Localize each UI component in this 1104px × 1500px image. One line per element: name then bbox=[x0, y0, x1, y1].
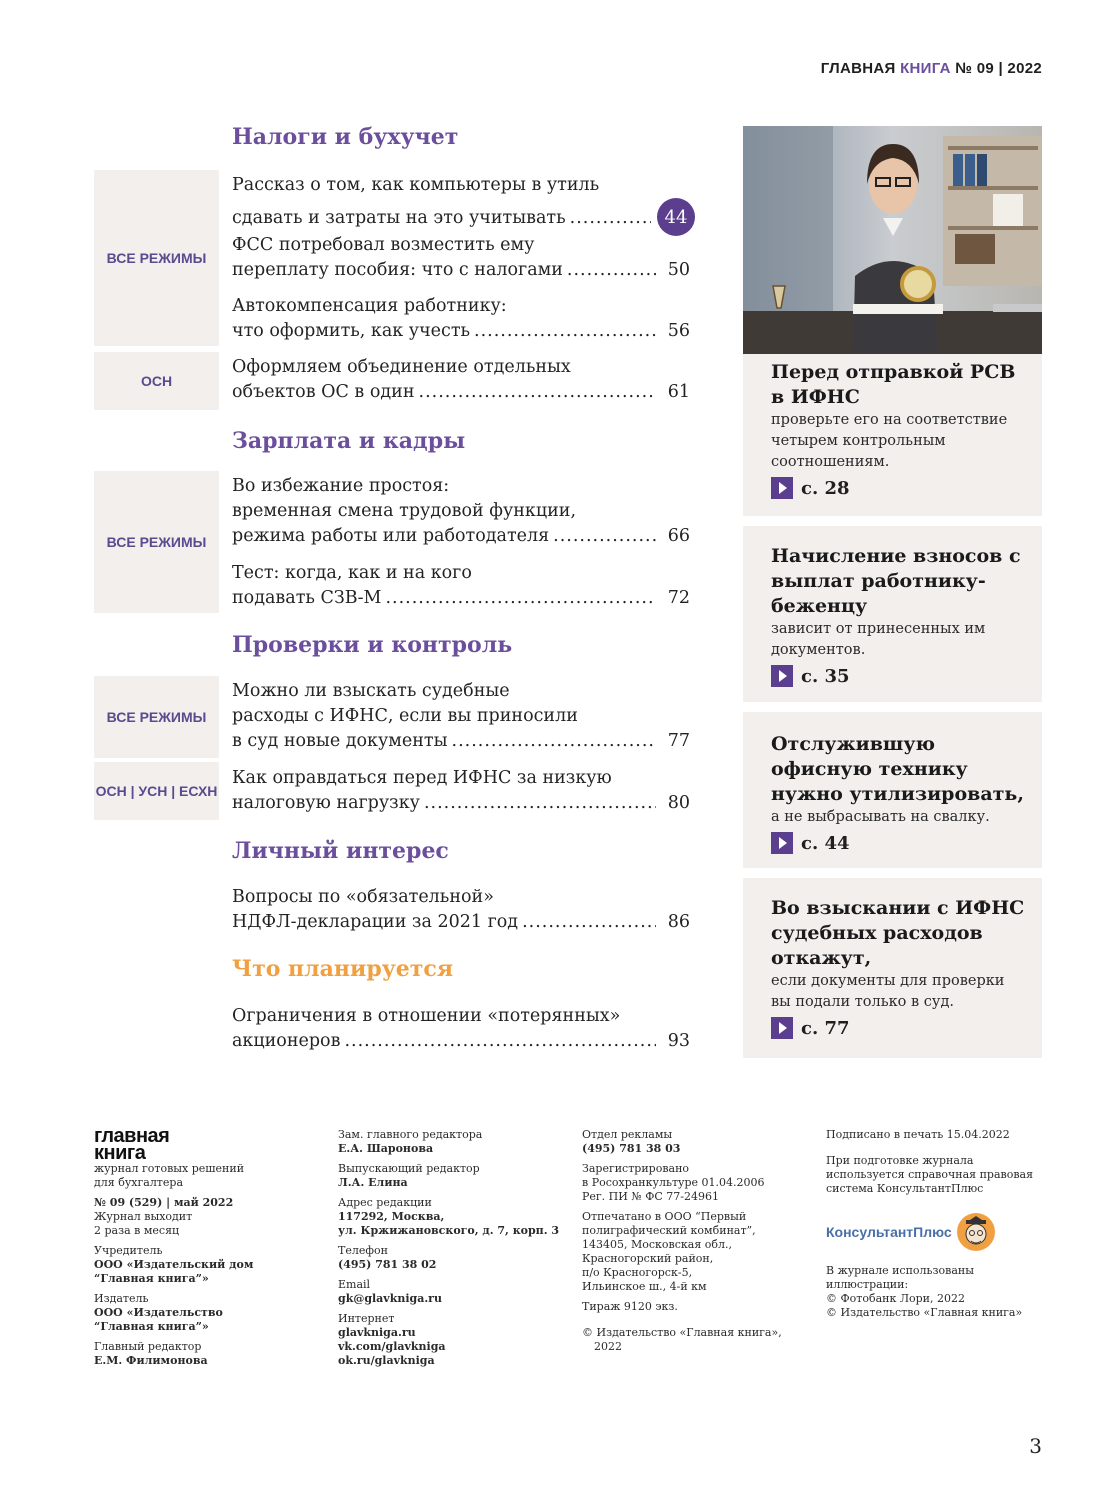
entry-text: Тест: когда, как и на кого bbox=[232, 563, 472, 583]
frequency: 2 раза в месяц bbox=[94, 1224, 180, 1237]
leader-dots bbox=[553, 524, 656, 549]
section-title-personal: Личный интерес bbox=[232, 838, 449, 864]
consultant-plus-text: КонсультантПлюс bbox=[826, 1224, 952, 1240]
registration: в Росохранкультуре 01.04.2006 bbox=[582, 1176, 765, 1189]
phone: (495) 781 38 02 bbox=[338, 1258, 437, 1271]
teaser-card[interactable] bbox=[743, 354, 1042, 516]
entry-text: подавать СЗВ-М bbox=[232, 588, 382, 608]
teaser-card[interactable] bbox=[743, 712, 1042, 868]
issue-number: № 09 (529) | май 2022 bbox=[94, 1196, 234, 1209]
phone-label: Телефон bbox=[338, 1244, 388, 1257]
imprint-col-3 bbox=[582, 1128, 802, 1354]
mode-badge: ВСЕ РЕЖИМЫ bbox=[94, 170, 219, 346]
entry-text: Оформляем объединение отдельных bbox=[232, 357, 571, 377]
card-page-link[interactable] bbox=[771, 1017, 1028, 1039]
copyright: 2022 bbox=[594, 1340, 622, 1353]
consultant-note: При подготовке журнала bbox=[826, 1154, 974, 1167]
entry-text: Вопросы по «обязательной» bbox=[232, 887, 494, 907]
section-title-salary: Зарплата и кадры bbox=[232, 428, 466, 454]
printer: 143405, Московская обл., bbox=[582, 1238, 732, 1251]
registration: Рег. ПИ № ФС 77-24961 bbox=[582, 1190, 720, 1203]
leader-dots bbox=[570, 206, 651, 231]
play-arrow-icon bbox=[771, 1017, 793, 1039]
card-page-link[interactable] bbox=[771, 832, 1028, 854]
brand-name-2: КНИГА bbox=[900, 60, 951, 77]
address: 117292, Москва, bbox=[338, 1210, 445, 1223]
registration: Зарегистрировано bbox=[582, 1162, 690, 1175]
page-number: 66 bbox=[667, 526, 690, 546]
mode-badge: ОСН bbox=[94, 352, 219, 410]
page-number: 86 bbox=[667, 912, 690, 932]
page-number: 93 bbox=[667, 1031, 690, 1051]
play-arrow-icon bbox=[771, 665, 793, 687]
entry-text: ФСС потребовал возместить ему bbox=[232, 235, 535, 255]
entry-text: в суд новые документы bbox=[232, 731, 448, 751]
card-text: проверьте его на соответствие четырем контрольным соотношениям. bbox=[771, 412, 1008, 470]
section-title-planned: Что планируется bbox=[232, 956, 454, 982]
leader-dots bbox=[424, 791, 656, 816]
card-page: с. 44 bbox=[801, 832, 850, 854]
toc-entry[interactable] bbox=[232, 294, 690, 344]
card-page-link[interactable] bbox=[771, 477, 1028, 499]
card-page-link[interactable] bbox=[771, 665, 1028, 687]
magazine-logo bbox=[94, 1125, 314, 1164]
publisher-label: Издатель bbox=[94, 1292, 149, 1305]
page-number: 61 bbox=[667, 382, 690, 402]
card-title: Начисление взносов с выплат работнику-беженцу bbox=[771, 545, 1021, 617]
toc-entry[interactable] bbox=[232, 561, 690, 611]
professor-icon bbox=[956, 1212, 996, 1252]
section-title-taxes: Налоги и бухучет bbox=[232, 124, 459, 150]
imprint-col-2 bbox=[338, 1128, 568, 1368]
mode-badge: ВСЕ РЕЖИМЫ bbox=[94, 471, 219, 613]
leader-dots bbox=[567, 258, 656, 283]
entry-text: временная смена трудовой функции, bbox=[232, 501, 577, 521]
play-arrow-icon bbox=[771, 832, 793, 854]
card-text: а не выбрасывать на свалку. bbox=[771, 809, 990, 825]
web-link[interactable]: vk.com/glavkniga bbox=[338, 1340, 446, 1353]
page-number-highlight: 44 bbox=[657, 198, 695, 236]
leader-dots bbox=[474, 319, 656, 344]
card-title: Во взыскании с ИФНС судебных расходов откажут, bbox=[771, 897, 1025, 969]
leader-dots bbox=[344, 1029, 656, 1054]
teaser-card[interactable] bbox=[743, 526, 1042, 702]
deputy-editor: Е.А. Шаронова bbox=[338, 1142, 434, 1155]
imprint-col-4 bbox=[826, 1128, 1046, 1320]
entry-text: Во избежание простоя: bbox=[232, 476, 450, 496]
founder: “Главная книга”» bbox=[94, 1272, 209, 1285]
printer: полиграфический комбинат”, bbox=[582, 1224, 756, 1237]
page-number-footer: 3 bbox=[1029, 1434, 1042, 1458]
entry-text: НДФЛ-декларации за 2021 год bbox=[232, 912, 519, 932]
entry-text: Ограничения в отношении «потерянных» bbox=[232, 1006, 621, 1026]
printer: Ильинское ш., 4-й км bbox=[582, 1280, 707, 1293]
publisher: “Главная книга”» bbox=[94, 1320, 209, 1333]
play-arrow-icon bbox=[771, 477, 793, 499]
printer: Красногорский район, bbox=[582, 1252, 714, 1265]
card-title: Отслужившую офисную технику нужно утилизировать, bbox=[771, 733, 1024, 805]
card-title: Перед отправкой РСВ в ИФНС bbox=[771, 361, 1016, 408]
consultant-note: система КонсультантПлюс bbox=[826, 1182, 984, 1195]
entry-text: Автокомпенсация работнику: bbox=[232, 296, 507, 316]
toc-entry[interactable] bbox=[232, 355, 690, 405]
ads-phone: (495) 781 38 03 bbox=[582, 1142, 681, 1155]
toc-entry[interactable] bbox=[232, 766, 690, 816]
entry-text: что оформить, как учесть bbox=[232, 321, 471, 341]
toc-entry[interactable] bbox=[232, 885, 690, 935]
entry-text: Как оправдаться перед ИФНС за низкую bbox=[232, 768, 612, 788]
entry-text: акционеров bbox=[232, 1031, 341, 1051]
entry-text: Рассказ о том, как компьютеры в утиль bbox=[232, 175, 600, 195]
page-number: 50 bbox=[667, 260, 690, 280]
page-number: 56 bbox=[667, 321, 690, 341]
card-text: если документы для проверки вы подали только в суд. bbox=[771, 973, 1005, 1010]
toc-entry[interactable] bbox=[232, 173, 690, 236]
toc-entry[interactable] bbox=[232, 474, 690, 549]
signed-date: Подписано в печать 15.04.2022 bbox=[826, 1128, 1010, 1141]
consultant-note: используется справочная правовая bbox=[826, 1168, 1034, 1181]
illustrations: © Издательство «Главная книга» bbox=[826, 1306, 1023, 1319]
logo-line: книга bbox=[94, 1142, 146, 1164]
consultant-plus-logo bbox=[826, 1212, 1046, 1252]
page-number: 77 bbox=[667, 731, 690, 751]
address: ул. Кржижановского, д. 7, корп. 3 bbox=[338, 1224, 560, 1237]
printer: п/о Красногорск-5, bbox=[582, 1266, 693, 1279]
entry-text: Можно ли взыскать судебные bbox=[232, 681, 510, 701]
frequency: Журнал выходит bbox=[94, 1210, 193, 1223]
cover-photo bbox=[743, 126, 1042, 354]
chief-editor-label: Главный редактор bbox=[94, 1340, 202, 1353]
chief-editor: Е.М. Филимонова bbox=[94, 1354, 208, 1367]
issuing-label: Выпускающий редактор bbox=[338, 1162, 480, 1175]
tagline: журнал готовых решений bbox=[94, 1162, 245, 1175]
publisher: ООО «Издательство bbox=[94, 1306, 223, 1319]
illustrations: В журнале использованы bbox=[826, 1264, 974, 1277]
brand-name: ГЛАВНАЯ bbox=[820, 60, 896, 77]
entry-text: режима работы или работодателя bbox=[232, 526, 550, 546]
card-page: с. 28 bbox=[801, 477, 850, 499]
illustrations: © Фотобанк Лори, 2022 bbox=[826, 1292, 966, 1305]
leader-dots bbox=[452, 729, 656, 754]
copyright: © Издательство «Главная книга», bbox=[582, 1326, 782, 1339]
toc-entry[interactable] bbox=[232, 233, 690, 283]
page-number: 72 bbox=[667, 588, 690, 608]
leader-dots bbox=[522, 910, 656, 935]
magazine-header bbox=[821, 60, 1042, 77]
issue-label: № 09 | 2022 bbox=[955, 60, 1042, 77]
internet-label: Интернет bbox=[338, 1312, 395, 1325]
leader-dots bbox=[385, 586, 656, 611]
card-page: с. 77 bbox=[801, 1017, 850, 1039]
logo-line: главная bbox=[94, 1125, 170, 1147]
tagline: для бухгалтера bbox=[94, 1176, 183, 1189]
leader-dots bbox=[419, 380, 657, 405]
address-label: Адрес редакции bbox=[338, 1196, 432, 1209]
printer: Отпечатано в ООО “Первый bbox=[582, 1210, 747, 1223]
section-title-audits: Проверки и контроль bbox=[232, 632, 513, 658]
mode-badge: ВСЕ РЕЖИМЫ bbox=[94, 676, 219, 758]
illustrations: иллюстрации: bbox=[826, 1278, 909, 1291]
card-text: зависит от принесенных им документов. bbox=[771, 621, 986, 658]
toc-entry[interactable] bbox=[232, 1004, 690, 1054]
entry-text: сдавать и затраты на это учитывать bbox=[232, 207, 566, 228]
ads-label: Отдел рекламы bbox=[582, 1128, 673, 1141]
entry-text: налоговую нагрузку bbox=[232, 793, 420, 813]
entry-text: переплату пособия: что с налогами bbox=[232, 260, 563, 280]
entry-text: объектов ОС в один bbox=[232, 382, 415, 402]
mode-badge: ОСН | УСН | ЕСХН bbox=[94, 762, 219, 820]
web-link[interactable]: glavkniga.ru bbox=[338, 1326, 416, 1339]
email-link[interactable]: gk@glavkniga.ru bbox=[338, 1292, 442, 1305]
email-label: Email bbox=[338, 1278, 371, 1291]
issuing-editor: Л.А. Елина bbox=[338, 1176, 408, 1189]
founder-label: Учредитель bbox=[94, 1244, 163, 1257]
circulation: Тираж 9120 экз. bbox=[582, 1300, 678, 1313]
imprint-col-1 bbox=[94, 1125, 314, 1368]
card-page: с. 35 bbox=[801, 665, 850, 687]
toc-entry[interactable] bbox=[232, 679, 690, 754]
entry-text: расходы с ИФНС, если вы приносили bbox=[232, 706, 578, 726]
founder: ООО «Издательский дом bbox=[94, 1258, 254, 1271]
deputy-label: Зам. главного редактора bbox=[338, 1128, 483, 1141]
teaser-card[interactable] bbox=[743, 878, 1042, 1058]
web-link[interactable]: ok.ru/glavkniga bbox=[338, 1354, 435, 1367]
page-number: 80 bbox=[667, 793, 690, 813]
